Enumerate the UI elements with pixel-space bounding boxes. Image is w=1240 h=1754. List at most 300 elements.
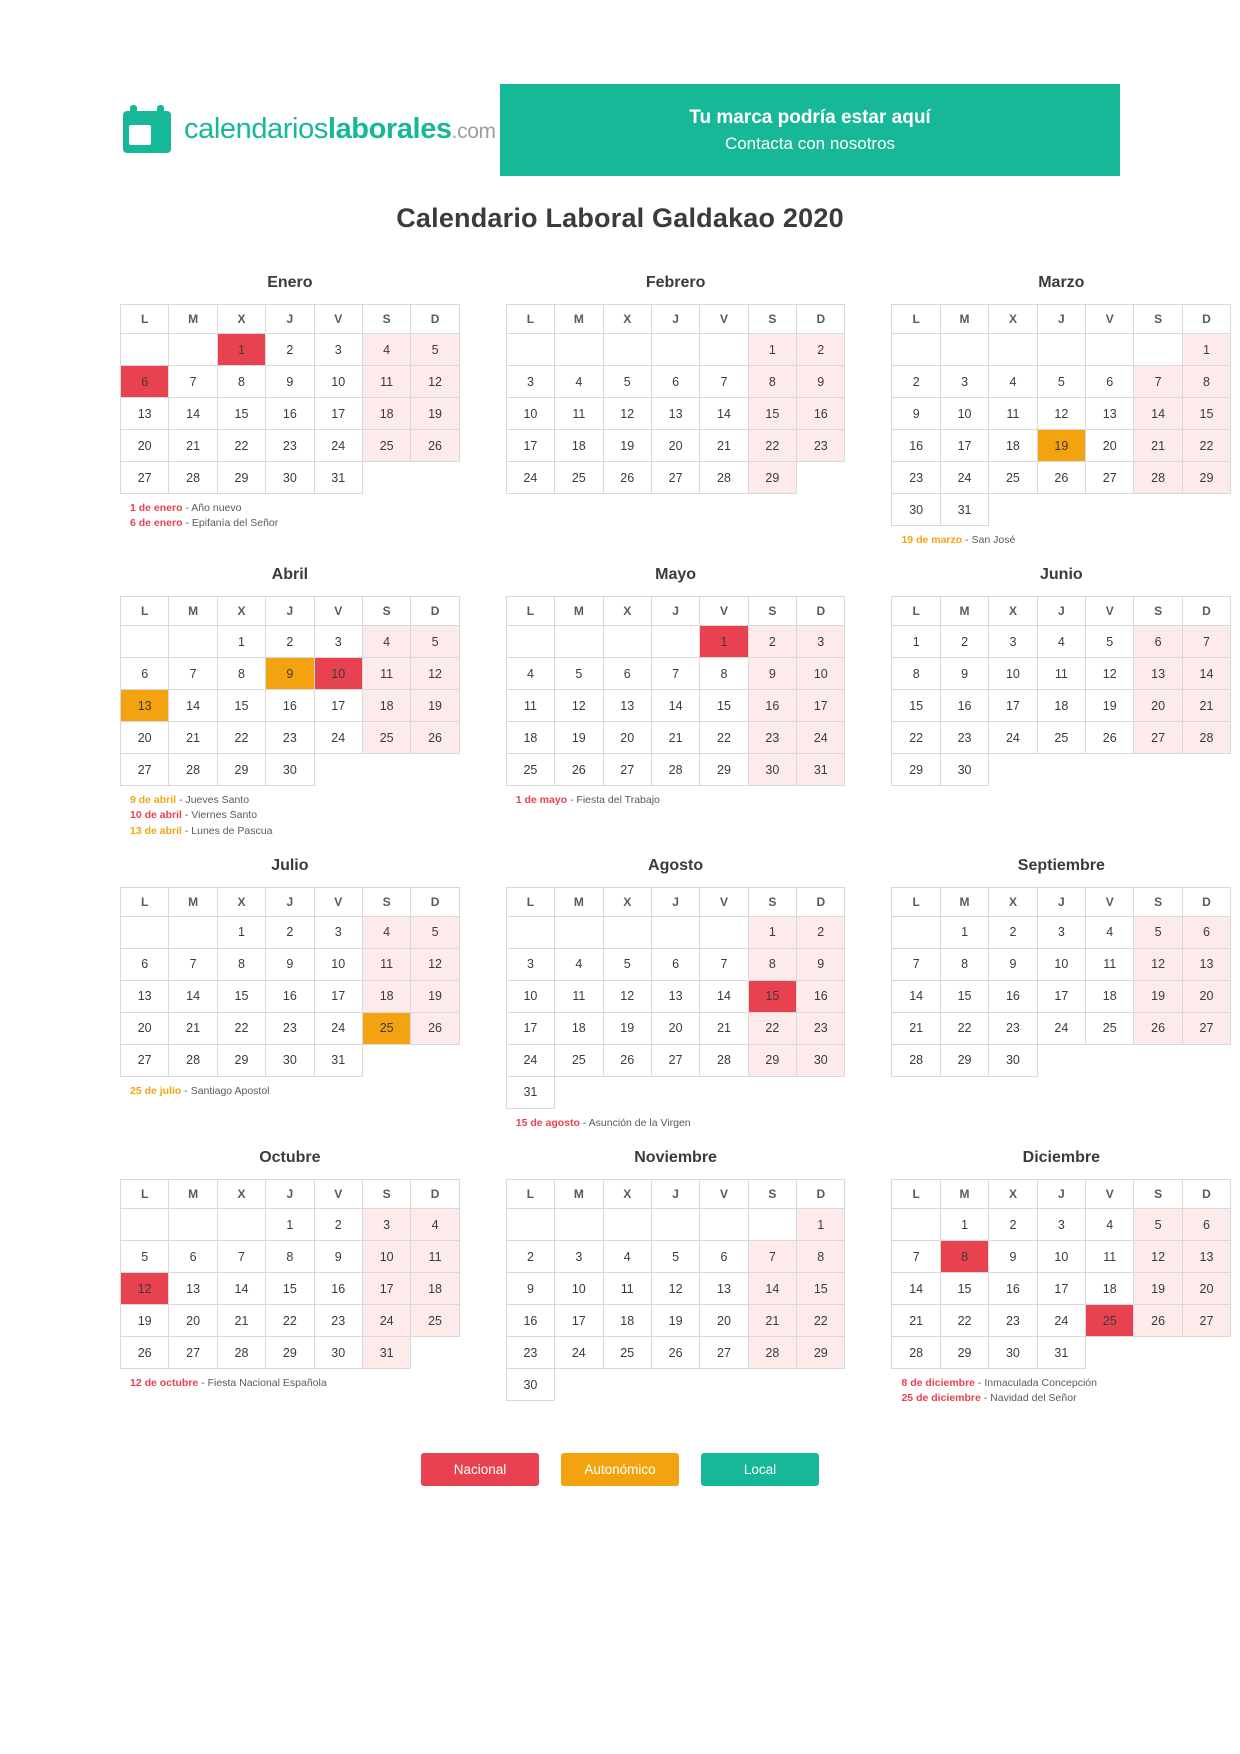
calendar-day-cell[interactable]: 5 — [1134, 1209, 1182, 1241]
calendar-day-cell[interactable]: 26 — [603, 462, 651, 494]
calendar-day-cell[interactable]: 10 — [506, 398, 554, 430]
calendar-day-cell[interactable]: 9 — [266, 366, 314, 398]
calendar-day-cell[interactable]: 1 — [1182, 334, 1230, 366]
calendar-day-cell[interactable]: 28 — [217, 1337, 265, 1369]
calendar-day-cell[interactable]: 11 — [555, 980, 603, 1012]
calendar-day-cell[interactable]: 4 — [1086, 1209, 1134, 1241]
calendar-day-cell[interactable]: 8 — [700, 658, 748, 690]
calendar-day-cell[interactable]: 13 — [700, 1273, 748, 1305]
calendar-day-cell[interactable]: 16 — [797, 398, 845, 430]
calendar-day-cell[interactable]: 21 — [700, 1012, 748, 1044]
calendar-day-cell[interactable]: 24 — [797, 722, 845, 754]
calendar-day-cell[interactable]: 22 — [748, 1012, 796, 1044]
calendar-day-cell[interactable]: 24 — [314, 722, 362, 754]
calendar-day-cell[interactable]: 25 — [555, 462, 603, 494]
calendar-day-cell[interactable]: 26 — [555, 754, 603, 786]
calendar-day-cell[interactable]: 12 — [1134, 1241, 1182, 1273]
calendar-day-cell[interactable]: 8 — [940, 948, 988, 980]
calendar-day-cell[interactable]: 5 — [555, 658, 603, 690]
calendar-day-cell[interactable]: 8 — [217, 948, 265, 980]
calendar-day-cell[interactable]: 14 — [892, 1273, 940, 1305]
calendar-day-cell[interactable]: 27 — [1182, 1012, 1230, 1044]
calendar-day-cell[interactable]: 30 — [940, 754, 988, 786]
calendar-day-cell[interactable]: 8 — [797, 1241, 845, 1273]
calendar-day-cell[interactable]: 29 — [700, 754, 748, 786]
calendar-day-cell[interactable]: 6 — [1134, 626, 1182, 658]
calendar-day-cell[interactable]: 7 — [700, 366, 748, 398]
calendar-day-cell[interactable]: 20 — [121, 430, 169, 462]
calendar-day-cell[interactable]: 2 — [797, 916, 845, 948]
calendar-day-cell[interactable]: 9 — [266, 658, 314, 690]
calendar-day-cell[interactable]: 30 — [797, 1044, 845, 1076]
calendar-day-cell[interactable]: 6 — [651, 366, 699, 398]
calendar-day-cell[interactable]: 30 — [266, 462, 314, 494]
legend-item[interactable] — [561, 1453, 679, 1486]
calendar-day-cell[interactable]: 3 — [555, 1241, 603, 1273]
calendar-day-cell[interactable]: 16 — [989, 980, 1037, 1012]
calendar-day-cell[interactable]: 23 — [266, 722, 314, 754]
calendar-day-cell[interactable]: 25 — [362, 1012, 410, 1044]
calendar-day-cell[interactable]: 4 — [1086, 916, 1134, 948]
calendar-day-cell[interactable]: 9 — [314, 1241, 362, 1273]
calendar-day-cell[interactable]: 15 — [266, 1273, 314, 1305]
calendar-day-cell[interactable]: 7 — [892, 948, 940, 980]
calendar-day-cell[interactable]: 24 — [506, 1044, 554, 1076]
calendar-day-cell[interactable]: 16 — [797, 980, 845, 1012]
calendar-day-cell[interactable]: 2 — [266, 626, 314, 658]
calendar-day-cell[interactable]: 5 — [1037, 366, 1085, 398]
calendar-day-cell[interactable]: 28 — [169, 462, 217, 494]
calendar-day-cell[interactable]: 9 — [989, 1241, 1037, 1273]
calendar-day-cell[interactable]: 5 — [411, 916, 459, 948]
calendar-day-cell[interactable]: 18 — [411, 1273, 459, 1305]
calendar-day-cell[interactable]: 29 — [748, 1044, 796, 1076]
calendar-day-cell[interactable]: 19 — [411, 690, 459, 722]
calendar-day-cell[interactable]: 29 — [748, 462, 796, 494]
calendar-day-cell[interactable]: 19 — [121, 1305, 169, 1337]
calendar-day-cell[interactable]: 21 — [1134, 430, 1182, 462]
calendar-day-cell[interactable]: 11 — [1086, 948, 1134, 980]
calendar-day-cell[interactable]: 4 — [362, 626, 410, 658]
calendar-day-cell[interactable]: 18 — [1037, 690, 1085, 722]
calendar-day-cell[interactable]: 8 — [217, 366, 265, 398]
calendar-day-cell[interactable]: 18 — [555, 430, 603, 462]
calendar-day-cell[interactable]: 23 — [989, 1012, 1037, 1044]
calendar-day-cell[interactable]: 26 — [1134, 1305, 1182, 1337]
calendar-day-cell[interactable]: 14 — [748, 1273, 796, 1305]
calendar-day-cell[interactable]: 13 — [651, 398, 699, 430]
calendar-day-cell[interactable]: 18 — [362, 980, 410, 1012]
calendar-day-cell[interactable]: 24 — [314, 430, 362, 462]
calendar-day-cell[interactable]: 17 — [1037, 980, 1085, 1012]
calendar-day-cell[interactable]: 3 — [314, 334, 362, 366]
calendar-day-cell[interactable]: 19 — [1086, 690, 1134, 722]
calendar-day-cell[interactable]: 22 — [266, 1305, 314, 1337]
calendar-day-cell[interactable]: 3 — [314, 626, 362, 658]
calendar-day-cell[interactable]: 16 — [266, 980, 314, 1012]
calendar-day-cell[interactable]: 18 — [1086, 1273, 1134, 1305]
calendar-day-cell[interactable]: 27 — [603, 754, 651, 786]
calendar-day-cell[interactable]: 24 — [314, 1012, 362, 1044]
calendar-day-cell[interactable]: 15 — [940, 1273, 988, 1305]
calendar-day-cell[interactable]: 6 — [121, 948, 169, 980]
calendar-day-cell[interactable]: 6 — [1182, 916, 1230, 948]
calendar-day-cell[interactable]: 8 — [748, 948, 796, 980]
calendar-day-cell[interactable]: 21 — [1182, 690, 1230, 722]
calendar-day-cell[interactable]: 1 — [940, 916, 988, 948]
calendar-day-cell[interactable]: 12 — [651, 1273, 699, 1305]
calendar-day-cell[interactable]: 26 — [411, 430, 459, 462]
calendar-day-cell[interactable]: 18 — [362, 398, 410, 430]
calendar-day-cell[interactable]: 7 — [748, 1241, 796, 1273]
calendar-day-cell[interactable]: 25 — [1086, 1305, 1134, 1337]
calendar-day-cell[interactable]: 28 — [169, 754, 217, 786]
calendar-day-cell[interactable]: 26 — [603, 1044, 651, 1076]
calendar-day-cell[interactable]: 2 — [266, 916, 314, 948]
calendar-day-cell[interactable]: 22 — [748, 430, 796, 462]
calendar-day-cell[interactable]: 25 — [411, 1305, 459, 1337]
calendar-day-cell[interactable]: 15 — [940, 980, 988, 1012]
calendar-day-cell[interactable]: 6 — [121, 366, 169, 398]
calendar-day-cell[interactable]: 8 — [266, 1241, 314, 1273]
calendar-day-cell[interactable]: 9 — [989, 948, 1037, 980]
calendar-day-cell[interactable]: 30 — [989, 1337, 1037, 1369]
calendar-day-cell[interactable]: 29 — [217, 754, 265, 786]
calendar-day-cell[interactable]: 16 — [892, 430, 940, 462]
calendar-day-cell[interactable]: 1 — [748, 916, 796, 948]
calendar-day-cell[interactable]: 7 — [700, 948, 748, 980]
calendar-day-cell[interactable]: 16 — [506, 1305, 554, 1337]
calendar-day-cell[interactable]: 20 — [1086, 430, 1134, 462]
calendar-day-cell[interactable]: 19 — [651, 1305, 699, 1337]
calendar-day-cell[interactable]: 29 — [892, 754, 940, 786]
calendar-day-cell[interactable]: 7 — [651, 658, 699, 690]
calendar-day-cell[interactable]: 4 — [411, 1209, 459, 1241]
calendar-day-cell[interactable]: 10 — [506, 980, 554, 1012]
calendar-day-cell[interactable]: 28 — [892, 1044, 940, 1076]
calendar-day-cell[interactable]: 11 — [362, 658, 410, 690]
calendar-day-cell[interactable]: 11 — [362, 366, 410, 398]
calendar-day-cell[interactable]: 20 — [169, 1305, 217, 1337]
calendar-day-cell[interactable]: 7 — [1182, 626, 1230, 658]
calendar-day-cell[interactable]: 22 — [940, 1012, 988, 1044]
calendar-day-cell[interactable]: 13 — [1086, 398, 1134, 430]
calendar-day-cell[interactable]: 1 — [217, 334, 265, 366]
calendar-day-cell[interactable]: 7 — [892, 1241, 940, 1273]
calendar-day-cell[interactable]: 13 — [169, 1273, 217, 1305]
calendar-day-cell[interactable]: 31 — [506, 1076, 554, 1108]
calendar-day-cell[interactable]: 23 — [797, 1012, 845, 1044]
calendar-day-cell[interactable]: 16 — [989, 1273, 1037, 1305]
calendar-day-cell[interactable]: 28 — [651, 754, 699, 786]
calendar-day-cell[interactable]: 6 — [603, 658, 651, 690]
calendar-day-cell[interactable]: 5 — [411, 334, 459, 366]
calendar-day-cell[interactable]: 6 — [700, 1241, 748, 1273]
calendar-day-cell[interactable]: 23 — [989, 1305, 1037, 1337]
calendar-day-cell[interactable]: 1 — [266, 1209, 314, 1241]
calendar-day-cell[interactable]: 15 — [217, 980, 265, 1012]
calendar-day-cell[interactable]: 27 — [1086, 462, 1134, 494]
calendar-day-cell[interactable]: 10 — [314, 948, 362, 980]
calendar-day-cell[interactable]: 27 — [1182, 1305, 1230, 1337]
calendar-day-cell[interactable]: 19 — [411, 980, 459, 1012]
calendar-day-cell[interactable]: 15 — [748, 398, 796, 430]
calendar-day-cell[interactable]: 11 — [362, 948, 410, 980]
calendar-day-cell[interactable]: 11 — [411, 1241, 459, 1273]
calendar-day-cell[interactable]: 2 — [940, 626, 988, 658]
calendar-day-cell[interactable]: 28 — [1134, 462, 1182, 494]
calendar-day-cell[interactable]: 3 — [506, 948, 554, 980]
calendar-day-cell[interactable]: 10 — [362, 1241, 410, 1273]
calendar-day-cell[interactable]: 17 — [506, 1012, 554, 1044]
calendar-day-cell[interactable]: 31 — [1037, 1337, 1085, 1369]
calendar-day-cell[interactable]: 7 — [1134, 366, 1182, 398]
brand-logo[interactable] — [120, 84, 500, 175]
calendar-day-cell[interactable]: 27 — [651, 1044, 699, 1076]
calendar-day-cell[interactable]: 27 — [121, 1044, 169, 1076]
calendar-day-cell[interactable]: 29 — [940, 1337, 988, 1369]
calendar-day-cell[interactable]: 12 — [411, 948, 459, 980]
calendar-day-cell[interactable]: 9 — [797, 366, 845, 398]
calendar-day-cell[interactable]: 12 — [603, 980, 651, 1012]
calendar-day-cell[interactable]: 4 — [1037, 626, 1085, 658]
calendar-day-cell[interactable]: 4 — [989, 366, 1037, 398]
calendar-day-cell[interactable]: 30 — [892, 494, 940, 526]
calendar-day-cell[interactable]: 29 — [940, 1044, 988, 1076]
calendar-day-cell[interactable]: 12 — [121, 1273, 169, 1305]
calendar-day-cell[interactable]: 25 — [362, 430, 410, 462]
calendar-day-cell[interactable]: 24 — [1037, 1012, 1085, 1044]
calendar-day-cell[interactable]: 8 — [1182, 366, 1230, 398]
calendar-day-cell[interactable]: 10 — [797, 658, 845, 690]
calendar-day-cell[interactable]: 23 — [940, 722, 988, 754]
calendar-day-cell[interactable]: 12 — [1086, 658, 1134, 690]
calendar-day-cell[interactable]: 8 — [748, 366, 796, 398]
calendar-day-cell[interactable]: 9 — [940, 658, 988, 690]
calendar-day-cell[interactable]: 14 — [1134, 398, 1182, 430]
calendar-day-cell[interactable]: 13 — [121, 980, 169, 1012]
calendar-day-cell[interactable]: 21 — [169, 722, 217, 754]
calendar-day-cell[interactable]: 6 — [651, 948, 699, 980]
calendar-day-cell[interactable]: 12 — [603, 398, 651, 430]
calendar-day-cell[interactable]: 20 — [1134, 690, 1182, 722]
calendar-day-cell[interactable]: 22 — [892, 722, 940, 754]
calendar-day-cell[interactable]: 22 — [797, 1305, 845, 1337]
calendar-day-cell[interactable]: 1 — [700, 626, 748, 658]
calendar-day-cell[interactable]: 10 — [989, 658, 1037, 690]
calendar-day-cell[interactable]: 23 — [266, 1012, 314, 1044]
calendar-day-cell[interactable]: 16 — [314, 1273, 362, 1305]
calendar-day-cell[interactable]: 4 — [555, 366, 603, 398]
calendar-day-cell[interactable]: 22 — [217, 430, 265, 462]
calendar-day-cell[interactable]: 18 — [603, 1305, 651, 1337]
calendar-day-cell[interactable]: 29 — [266, 1337, 314, 1369]
calendar-day-cell[interactable]: 15 — [1182, 398, 1230, 430]
calendar-day-cell[interactable]: 4 — [555, 948, 603, 980]
calendar-day-cell[interactable]: 20 — [651, 430, 699, 462]
calendar-day-cell[interactable]: 14 — [892, 980, 940, 1012]
calendar-day-cell[interactable]: 30 — [989, 1044, 1037, 1076]
calendar-day-cell[interactable]: 6 — [169, 1241, 217, 1273]
calendar-day-cell[interactable]: 13 — [1182, 1241, 1230, 1273]
calendar-day-cell[interactable]: 7 — [217, 1241, 265, 1273]
calendar-day-cell[interactable]: 9 — [506, 1273, 554, 1305]
calendar-day-cell[interactable]: 3 — [940, 366, 988, 398]
calendar-day-cell[interactable]: 2 — [506, 1241, 554, 1273]
calendar-day-cell[interactable]: 7 — [169, 366, 217, 398]
calendar-day-cell[interactable]: 24 — [1037, 1305, 1085, 1337]
calendar-day-cell[interactable]: 21 — [651, 722, 699, 754]
legend-item[interactable] — [701, 1453, 819, 1486]
calendar-day-cell[interactable]: 27 — [169, 1337, 217, 1369]
calendar-day-cell[interactable]: 24 — [989, 722, 1037, 754]
calendar-day-cell[interactable]: 19 — [411, 398, 459, 430]
calendar-day-cell[interactable]: 19 — [603, 430, 651, 462]
calendar-day-cell[interactable]: 25 — [1086, 1012, 1134, 1044]
calendar-day-cell[interactable]: 11 — [1086, 1241, 1134, 1273]
calendar-day-cell[interactable]: 26 — [411, 722, 459, 754]
calendar-day-cell[interactable]: 25 — [555, 1044, 603, 1076]
calendar-day-cell[interactable]: 23 — [506, 1337, 554, 1369]
calendar-day-cell[interactable]: 31 — [314, 1044, 362, 1076]
calendar-day-cell[interactable]: 28 — [700, 462, 748, 494]
calendar-day-cell[interactable]: 11 — [1037, 658, 1085, 690]
calendar-day-cell[interactable]: 8 — [892, 658, 940, 690]
calendar-day-cell[interactable]: 21 — [169, 1012, 217, 1044]
calendar-day-cell[interactable]: 13 — [121, 690, 169, 722]
calendar-day-cell[interactable]: 1 — [797, 1209, 845, 1241]
calendar-day-cell[interactable]: 13 — [121, 398, 169, 430]
calendar-day-cell[interactable]: 14 — [700, 980, 748, 1012]
calendar-day-cell[interactable]: 14 — [700, 398, 748, 430]
calendar-day-cell[interactable]: 14 — [169, 980, 217, 1012]
calendar-day-cell[interactable]: 2 — [266, 334, 314, 366]
calendar-day-cell[interactable]: 31 — [314, 462, 362, 494]
calendar-day-cell[interactable]: 6 — [121, 658, 169, 690]
calendar-day-cell[interactable]: 6 — [1086, 366, 1134, 398]
calendar-day-cell[interactable]: 19 — [555, 722, 603, 754]
calendar-day-cell[interactable]: 16 — [266, 690, 314, 722]
calendar-day-cell[interactable]: 11 — [603, 1273, 651, 1305]
calendar-day-cell[interactable]: 19 — [1134, 1273, 1182, 1305]
calendar-day-cell[interactable]: 26 — [1134, 1012, 1182, 1044]
calendar-day-cell[interactable]: 17 — [506, 430, 554, 462]
calendar-day-cell[interactable]: 25 — [603, 1337, 651, 1369]
calendar-day-cell[interactable]: 14 — [169, 690, 217, 722]
calendar-day-cell[interactable]: 31 — [362, 1337, 410, 1369]
calendar-day-cell[interactable]: 17 — [314, 980, 362, 1012]
calendar-day-cell[interactable]: 2 — [314, 1209, 362, 1241]
calendar-day-cell[interactable]: 29 — [217, 462, 265, 494]
calendar-day-cell[interactable]: 21 — [700, 430, 748, 462]
calendar-day-cell[interactable]: 26 — [411, 1012, 459, 1044]
calendar-day-cell[interactable]: 2 — [989, 1209, 1037, 1241]
ad-banner[interactable] — [500, 84, 1120, 176]
calendar-day-cell[interactable]: 23 — [266, 430, 314, 462]
calendar-day-cell[interactable]: 5 — [651, 1241, 699, 1273]
calendar-day-cell[interactable]: 5 — [121, 1241, 169, 1273]
calendar-day-cell[interactable]: 5 — [603, 948, 651, 980]
calendar-day-cell[interactable]: 17 — [555, 1305, 603, 1337]
calendar-day-cell[interactable]: 31 — [940, 494, 988, 526]
calendar-day-cell[interactable]: 23 — [314, 1305, 362, 1337]
calendar-day-cell[interactable]: 25 — [989, 462, 1037, 494]
calendar-day-cell[interactable]: 22 — [217, 1012, 265, 1044]
calendar-day-cell[interactable]: 19 — [603, 1012, 651, 1044]
calendar-day-cell[interactable]: 27 — [121, 462, 169, 494]
calendar-day-cell[interactable]: 25 — [362, 722, 410, 754]
calendar-day-cell[interactable]: 3 — [1037, 916, 1085, 948]
calendar-day-cell[interactable]: 15 — [217, 690, 265, 722]
calendar-day-cell[interactable]: 26 — [651, 1337, 699, 1369]
calendar-day-cell[interactable]: 4 — [362, 334, 410, 366]
calendar-day-cell[interactable]: 27 — [700, 1337, 748, 1369]
calendar-day-cell[interactable]: 21 — [169, 430, 217, 462]
calendar-day-cell[interactable]: 24 — [940, 462, 988, 494]
calendar-day-cell[interactable]: 18 — [1086, 980, 1134, 1012]
calendar-day-cell[interactable]: 17 — [1037, 1273, 1085, 1305]
calendar-day-cell[interactable]: 25 — [1037, 722, 1085, 754]
calendar-day-cell[interactable]: 17 — [314, 690, 362, 722]
calendar-day-cell[interactable]: 15 — [217, 398, 265, 430]
calendar-day-cell[interactable]: 28 — [169, 1044, 217, 1076]
calendar-day-cell[interactable]: 13 — [651, 980, 699, 1012]
calendar-day-cell[interactable]: 16 — [266, 398, 314, 430]
calendar-day-cell[interactable]: 11 — [506, 690, 554, 722]
calendar-day-cell[interactable]: 7 — [169, 658, 217, 690]
calendar-day-cell[interactable]: 18 — [362, 690, 410, 722]
calendar-day-cell[interactable]: 3 — [989, 626, 1037, 658]
calendar-day-cell[interactable]: 4 — [362, 916, 410, 948]
calendar-day-cell[interactable]: 9 — [797, 948, 845, 980]
calendar-day-cell[interactable]: 25 — [506, 754, 554, 786]
calendar-day-cell[interactable]: 28 — [700, 1044, 748, 1076]
calendar-day-cell[interactable]: 17 — [797, 690, 845, 722]
calendar-day-cell[interactable]: 24 — [362, 1305, 410, 1337]
calendar-day-cell[interactable]: 10 — [314, 658, 362, 690]
calendar-day-cell[interactable]: 5 — [1134, 916, 1182, 948]
calendar-day-cell[interactable]: 1 — [748, 334, 796, 366]
calendar-day-cell[interactable]: 29 — [217, 1044, 265, 1076]
calendar-day-cell[interactable]: 22 — [1182, 430, 1230, 462]
calendar-day-cell[interactable]: 17 — [989, 690, 1037, 722]
calendar-day-cell[interactable]: 14 — [1182, 658, 1230, 690]
calendar-day-cell[interactable]: 20 — [1182, 980, 1230, 1012]
calendar-day-cell[interactable]: 13 — [1134, 658, 1182, 690]
calendar-day-cell[interactable]: 23 — [797, 430, 845, 462]
calendar-day-cell[interactable]: 14 — [651, 690, 699, 722]
calendar-day-cell[interactable]: 9 — [266, 948, 314, 980]
calendar-day-cell[interactable]: 2 — [797, 334, 845, 366]
calendar-day-cell[interactable]: 26 — [1037, 462, 1085, 494]
calendar-day-cell[interactable]: 21 — [892, 1012, 940, 1044]
calendar-day-cell[interactable]: 10 — [1037, 1241, 1085, 1273]
calendar-day-cell[interactable]: 14 — [217, 1273, 265, 1305]
calendar-day-cell[interactable]: 2 — [892, 366, 940, 398]
calendar-day-cell[interactable]: 1 — [217, 916, 265, 948]
calendar-day-cell[interactable]: 30 — [314, 1337, 362, 1369]
calendar-day-cell[interactable]: 18 — [989, 430, 1037, 462]
calendar-day-cell[interactable]: 3 — [314, 916, 362, 948]
calendar-day-cell[interactable]: 17 — [940, 430, 988, 462]
calendar-day-cell[interactable]: 24 — [555, 1337, 603, 1369]
calendar-day-cell[interactable]: 27 — [1134, 722, 1182, 754]
calendar-day-cell[interactable]: 9 — [892, 398, 940, 430]
calendar-day-cell[interactable]: 3 — [506, 366, 554, 398]
calendar-day-cell[interactable]: 10 — [940, 398, 988, 430]
calendar-day-cell[interactable]: 10 — [1037, 948, 1085, 980]
calendar-day-cell[interactable]: 15 — [892, 690, 940, 722]
